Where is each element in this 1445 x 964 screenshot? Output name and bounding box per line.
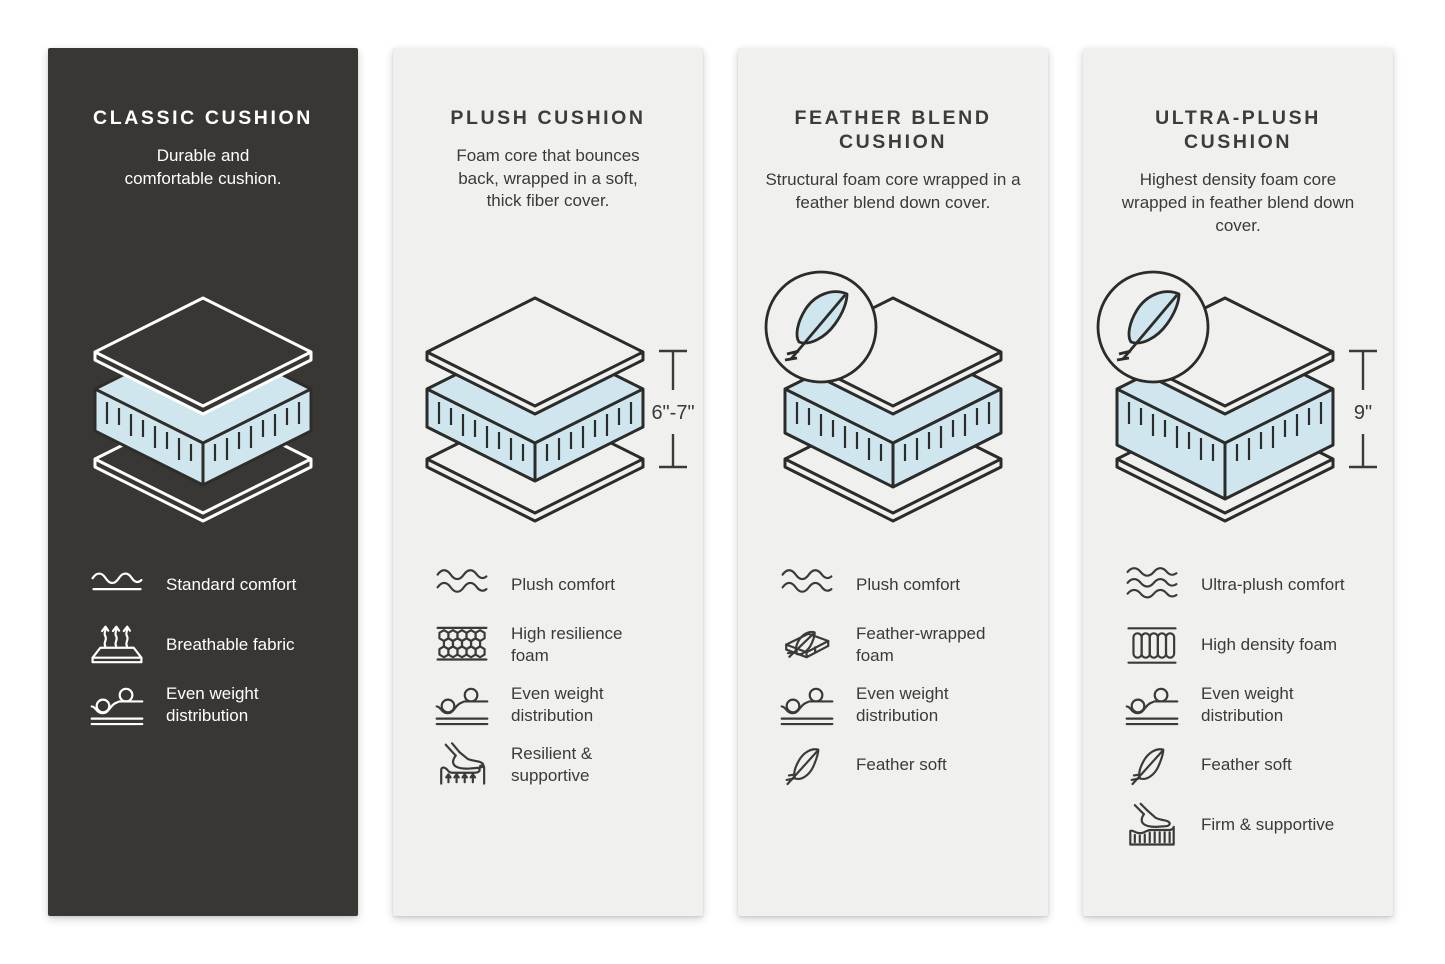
- feature-item: [778, 560, 1026, 610]
- even-weight-icon: [778, 682, 836, 729]
- even-weight-icon: [433, 682, 491, 729]
- feature-list: [1105, 560, 1371, 850]
- card-header: [1105, 106, 1371, 264]
- feature-list: [70, 560, 336, 730]
- feature-label: Even weight distribution: [511, 684, 604, 725]
- feather-icon: [1123, 742, 1181, 789]
- feature-item: [778, 680, 1026, 730]
- feature-label: Resilient & supportive: [511, 744, 593, 785]
- wave-single-icon: [88, 562, 146, 609]
- breathable-icon: [88, 622, 146, 669]
- cushion-diagram-svg: [1087, 264, 1389, 524]
- density-foam-icon: [1123, 622, 1181, 669]
- card-title: PLUSH CUSHION: [450, 107, 646, 129]
- feature-label: High density foam: [1201, 635, 1338, 655]
- cushion-card-classic: [48, 48, 358, 916]
- card-description: Durable and comfortable cushion.: [124, 146, 282, 188]
- card-description: Foam core that bounces back, wrapped in a soft, thick fiber cover.: [456, 146, 640, 211]
- feature-label: Standard comfort: [166, 575, 297, 595]
- feature-list: [415, 560, 681, 790]
- feature-item: [1123, 680, 1371, 730]
- cushion-card-plush: [393, 48, 703, 916]
- honeycomb-icon: [433, 622, 491, 669]
- feature-label: Feather soft: [1201, 755, 1292, 775]
- feature-item: [88, 560, 336, 610]
- feature-item: [1123, 800, 1371, 850]
- feather-badge: [1098, 272, 1208, 382]
- feature-item: [433, 560, 681, 610]
- wave-triple-icon: [1123, 562, 1181, 609]
- feature-label: Breathable fabric: [166, 635, 295, 655]
- feature-item: [88, 680, 336, 730]
- feature-item: [88, 620, 336, 670]
- feather-icon: [778, 742, 836, 789]
- feature-item: [778, 740, 1026, 790]
- feature-item: [433, 620, 681, 670]
- cushion-layers-diagram: [760, 264, 1026, 526]
- firm-icon: [1123, 802, 1181, 849]
- feature-label: Even weight distribution: [166, 684, 259, 725]
- height-label: 6"-7": [651, 402, 695, 424]
- cushion-diagram-svg: [65, 264, 341, 524]
- wave-double-icon: [778, 562, 836, 609]
- cushion-card-ultra-plush: [1083, 48, 1393, 916]
- feature-label: Ultra-plush comfort: [1201, 575, 1345, 595]
- cushion-layers-diagram: [415, 264, 695, 526]
- cushion-card-feather-blend: [738, 48, 1048, 916]
- even-weight-icon: [1123, 682, 1181, 729]
- feature-item: [778, 620, 1026, 670]
- feature-item: [1123, 740, 1371, 790]
- feature-label: Firm & supportive: [1201, 815, 1335, 835]
- card-title: CLASSIC CUSHION: [93, 107, 313, 129]
- feature-label: High resilience foam: [511, 624, 623, 665]
- feature-label: Plush comfort: [511, 575, 615, 595]
- feature-list: [760, 560, 1026, 790]
- even-weight-icon: [88, 682, 146, 729]
- card-header: [760, 106, 1026, 264]
- feather-foam-icon: [778, 622, 836, 669]
- card-description: Highest density foam core wrapped in feather blend down cover.: [1121, 170, 1355, 235]
- feature-label: Plush comfort: [856, 575, 960, 595]
- feature-item: [1123, 620, 1371, 670]
- resilient-icon: [433, 742, 491, 789]
- card-header: [70, 106, 336, 264]
- cushion-layers-diagram: [1105, 264, 1371, 526]
- card-description: Structural foam core wrapped in a feather blend down cover.: [765, 170, 1021, 212]
- cushion-diagram-svg: [397, 264, 699, 524]
- feature-label: Even weight distribution: [856, 684, 949, 725]
- feature-label: Feather soft: [856, 755, 947, 775]
- feature-item: [1123, 560, 1371, 610]
- card-title: FEATHER BLEND CUSHION: [794, 107, 992, 154]
- cushion-layers-diagram: [70, 264, 336, 526]
- feature-item: [433, 740, 681, 790]
- height-label: 9": [1353, 402, 1373, 424]
- card-header: [415, 106, 681, 264]
- wave-double-icon: [433, 562, 491, 609]
- feather-badge: [766, 272, 876, 382]
- feature-label: Feather-wrapped foam: [856, 624, 986, 665]
- feature-label: Even weight distribution: [1201, 684, 1294, 725]
- cushion-diagram-svg: [755, 264, 1031, 524]
- feature-item: [433, 680, 681, 730]
- card-title: ULTRA-PLUSH CUSHION: [1155, 107, 1321, 154]
